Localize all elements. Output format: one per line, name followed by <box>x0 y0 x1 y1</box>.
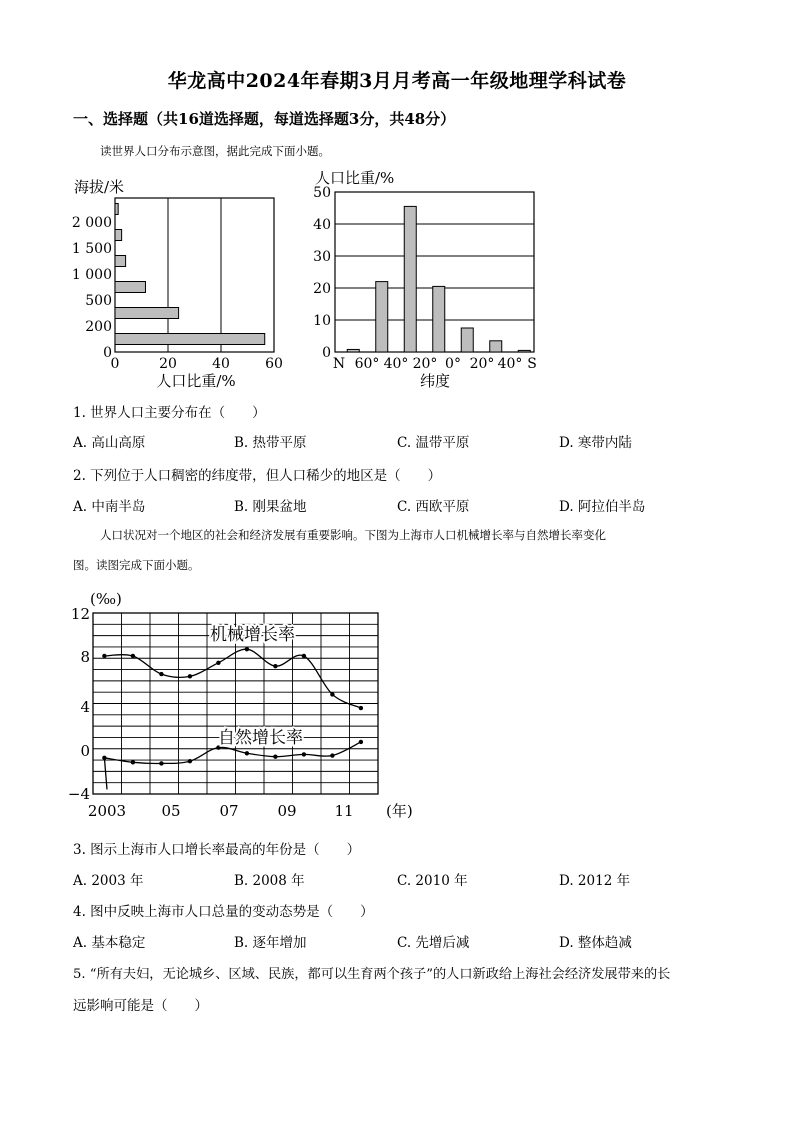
natural-growth-point <box>131 760 135 764</box>
question-4: 4. 图中反映上海市人口总量的变动态势是（ ） <box>73 904 374 920</box>
q4-option-b[interactable]: B. 逐年增加 <box>234 935 307 951</box>
chart2-xtick: 60° <box>354 356 380 372</box>
q4-option-d[interactable]: D. 整体趋减 <box>559 935 632 951</box>
q3-option-b[interactable]: B. 2008 年 <box>234 873 305 889</box>
chart2-xtick: 0° <box>445 356 461 372</box>
natural-growth-point <box>302 752 306 756</box>
chart2-ytick: 20 <box>313 281 331 297</box>
series-label-natural: 自然增长率 <box>218 728 303 748</box>
q1-option-d[interactable]: D. 寒带内陆 <box>559 435 632 451</box>
chart1-ytick: 2 000 <box>71 215 112 231</box>
chart1-xtick: 40 <box>212 356 230 372</box>
natural-growth-point <box>159 761 163 765</box>
natural-growth-point <box>102 756 106 760</box>
chart2-xtick: 40° <box>383 356 409 372</box>
intro-text-1: 读世界人口分布示意图，据此完成下面小题。 <box>100 144 330 158</box>
q1-option-c[interactable]: C. 温带平原 <box>397 435 470 451</box>
latitude-bar <box>433 286 445 352</box>
chart1-ytick: 1 500 <box>71 241 112 257</box>
latitude-bar <box>404 206 416 352</box>
chart3-ytick: −4 <box>67 785 90 803</box>
chart2-ylabel: 人口比重/% <box>315 169 395 187</box>
altitude-bar <box>115 204 118 215</box>
natural-growth-point <box>245 751 249 755</box>
natural-growth-lead <box>104 758 107 790</box>
altitude-bar <box>115 256 126 267</box>
chart1-ytick: 0 <box>103 345 112 361</box>
chart3-ylabel: (‰) <box>90 590 122 608</box>
chart3-xtick: 09 <box>277 802 297 820</box>
chart2-xtick: S <box>527 356 537 372</box>
chart3-ytick: 4 <box>80 698 90 716</box>
chart1-xlabel: 人口比重/% <box>156 372 236 390</box>
q4-option-c[interactable]: C. 先增后减 <box>397 935 470 951</box>
natural-growth-point <box>188 759 192 763</box>
chart2-ytick: 40 <box>313 217 331 233</box>
q3-option-d[interactable]: D. 2012 年 <box>559 873 631 889</box>
q3-option-c[interactable]: C. 2010 年 <box>397 873 468 889</box>
mechanical-growth-point <box>102 654 106 658</box>
altitude-bar <box>115 334 265 345</box>
natural-growth-point <box>273 754 277 758</box>
chart1-ytick: 500 <box>85 293 112 309</box>
q4-option-a[interactable]: A. 基本稳定 <box>73 935 146 951</box>
altitude-population-chart <box>60 170 300 392</box>
natural-growth-point <box>330 753 334 757</box>
mechanical-growth-point <box>330 692 334 696</box>
q1-option-a[interactable]: A. 高山高原 <box>73 435 146 451</box>
shanghai-growth-chart <box>60 582 413 826</box>
q1-option-b[interactable]: B. 热带平原 <box>234 435 307 451</box>
q2-option-a[interactable]: A. 中南半岛 <box>73 499 146 515</box>
question-5-line2: 远影响可能是（ ） <box>73 998 208 1014</box>
chart1-xtick: 0 <box>110 356 120 372</box>
chart3-ytick: 12 <box>70 605 90 623</box>
chart3-xlabel: (年) <box>386 802 413 820</box>
q3-option-a[interactable]: A. 2003 年 <box>73 873 144 889</box>
altitude-bar <box>115 282 145 293</box>
series-label-mechanical: 机械增长率 <box>210 625 295 645</box>
mechanical-growth-point <box>216 661 220 665</box>
latitude-bar <box>461 328 473 352</box>
q2-option-d[interactable]: D. 阿拉伯半岛 <box>559 499 646 515</box>
altitude-bar <box>115 230 122 241</box>
chart1-ytick: 1 000 <box>71 267 112 283</box>
mechanical-growth-point <box>359 706 363 710</box>
chart1-ytick: 200 <box>85 319 112 335</box>
question-2: 2. 下列位于人口稠密的纬度带，但人口稀少的地区是（ ） <box>73 468 442 484</box>
chart2-xtick: 40° <box>497 356 523 372</box>
q2-option-c[interactable]: C. 西欧平原 <box>397 499 470 515</box>
altitude-bar <box>115 308 179 319</box>
latitude-bar <box>376 282 388 352</box>
intro-text-2-line1: 人口状况对一个地区的社会和经济发展有重要影响。下图为上海市人口机械增长率与自然增长率变化 <box>100 528 606 542</box>
chart3-ytick: 0 <box>80 742 90 760</box>
question-3: 3. 图示上海市人口增长率最高的年份是（ ） <box>73 842 361 858</box>
chart3-xtick: 2003 <box>87 802 127 820</box>
chart3-ytick: 8 <box>80 648 90 666</box>
mechanical-growth-point <box>302 654 306 658</box>
chart2-xtick: 20° <box>412 356 438 372</box>
section-heading: 一、选择题（共16道选择题，每道选择题3分，共48分） <box>73 110 456 128</box>
latitude-population-chart <box>305 165 550 393</box>
natural-growth-point <box>359 740 363 744</box>
intro-text-2-line2: 图。读图完成下面小题。 <box>73 558 200 572</box>
mechanical-growth-point <box>273 664 277 668</box>
latitude-bar <box>518 350 530 352</box>
chart3-xtick: 05 <box>161 802 181 820</box>
mechanical-growth-point <box>131 654 135 658</box>
question-1: 1. 世界人口主要分布在（ ） <box>73 405 266 421</box>
q2-option-b[interactable]: B. 刚果盆地 <box>234 499 307 515</box>
chart2-xtick: 20° <box>469 356 495 372</box>
chart1-ylabel: 海拔/米 <box>74 178 125 196</box>
latitude-bar <box>347 349 359 352</box>
mechanical-growth-point <box>245 647 249 651</box>
latitude-bar <box>490 341 502 352</box>
chart2-ytick: 0 <box>322 345 331 361</box>
chart2-xlabel: 纬度 <box>419 372 451 390</box>
mechanical-growth-point <box>188 674 192 678</box>
chart1-xtick: 20 <box>159 356 177 372</box>
chart2-xtick: N <box>332 356 346 372</box>
mechanical-growth-point <box>159 672 163 676</box>
chart2-ytick: 10 <box>313 313 331 329</box>
chart3-xtick: 07 <box>219 802 239 820</box>
chart2-ytick: 30 <box>313 249 331 265</box>
question-5-line1: 5. “所有夫妇，无论城乡、区域、民族，都可以生育两个孩子”的人口新政给上海社会经济发展带来的长 <box>73 967 671 982</box>
chart2-ytick: 50 <box>313 185 331 201</box>
chart1-xtick: 60 <box>265 356 283 372</box>
chart3-xtick: 11 <box>334 802 354 820</box>
paper-title: 华龙高中2024年春期3月月考高一年级地理学科试卷 <box>167 70 627 92</box>
